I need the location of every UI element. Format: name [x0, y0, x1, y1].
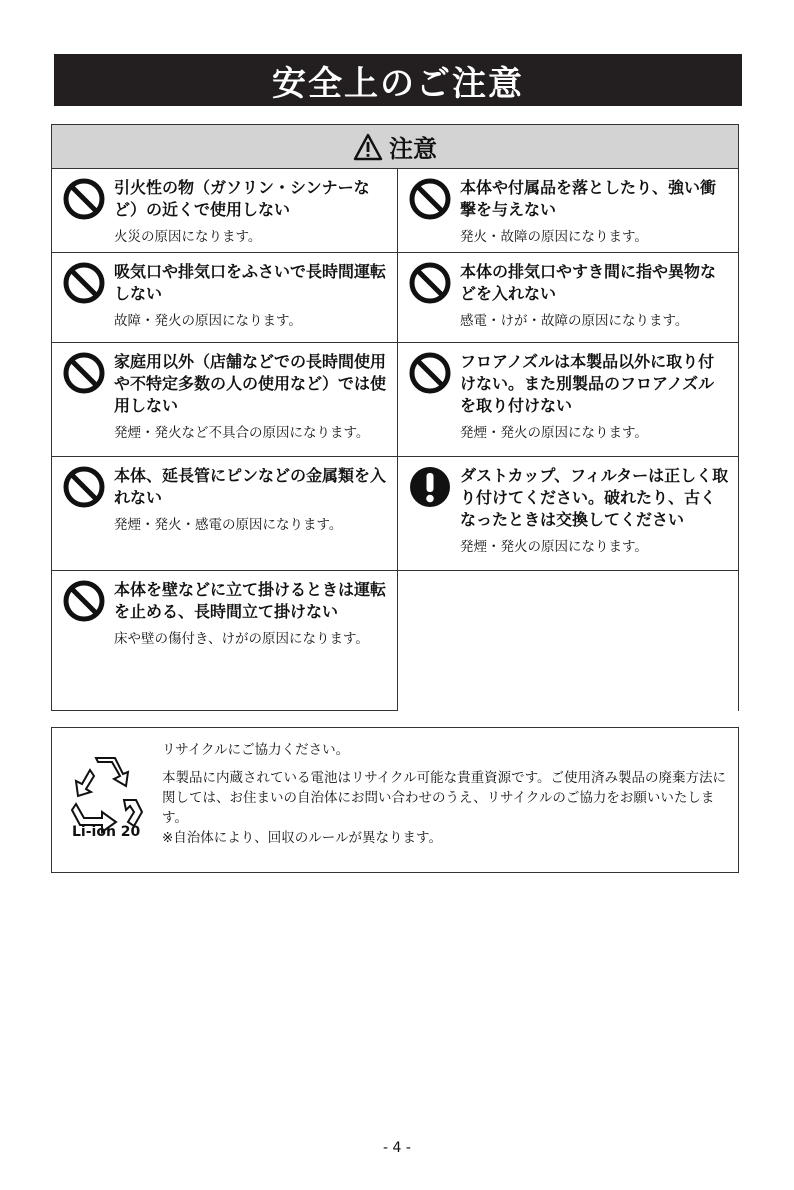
caution-item-reason: 感電・けが・故障の原因になります。: [460, 313, 689, 329]
caution-item-reason: 故障・発火の原因になります。: [114, 313, 302, 329]
prohibition-icon: [408, 351, 452, 399]
caution-header: [52, 125, 738, 169]
caution-item-heading: 本体を壁などに立て掛けるときは運転を止める、長時間立て掛けない: [114, 580, 387, 621]
prohibition-icon: [408, 261, 452, 309]
caution-grid: [52, 169, 738, 711]
recycle-box: [51, 727, 739, 873]
prohibition-icon: [62, 261, 106, 309]
caution-item-heading: 吸気口や排気口をふさいで長時間運転しない: [114, 262, 387, 303]
caution-item-heading: 本体、延長管にピンなどの金属類を入れない: [114, 466, 387, 507]
prohibition-icon: [408, 177, 452, 225]
caution-item: [398, 457, 738, 571]
caution-item-reason: 床や壁の傷付き、けがの原因になります。: [114, 631, 369, 647]
page-number: - 4 -: [383, 1140, 411, 1156]
caution-item-heading: 家庭用以外（店舗などでの長時間使用や不特定多数の人の使用など）では使用しない: [114, 352, 387, 415]
caution-item-reason: 発煙・発火など不具合の原因になります。: [114, 425, 370, 441]
caution-item-reason: 発煙・発火の原因になります。: [460, 425, 648, 441]
caution-item-reason: 発煙・発火の原因になります。: [460, 539, 648, 555]
caution-item-heading: 本体や付属品を落としたり、強い衝撃を与えない: [460, 178, 717, 219]
caution-item-reason: 発煙・発火・感電の原因になります。: [114, 517, 343, 533]
mandatory-action-icon: [408, 465, 452, 513]
recycle-note: ※自治体により、回収のルールが異なります。: [162, 830, 442, 846]
caution-item: [52, 343, 398, 457]
caution-item-heading: 引火性の物（ガソリン・シンナーなど）の近くで使用しない: [114, 178, 370, 219]
caution-item: [52, 253, 398, 343]
prohibition-icon: [62, 177, 106, 225]
caution-item: [398, 343, 738, 457]
page-title: 安全上のご注意: [54, 54, 742, 106]
battery-type-label: Li-ion 20: [72, 824, 141, 840]
prohibition-icon: [62, 579, 106, 627]
caution-item: [52, 457, 398, 571]
empty-cell: [398, 571, 738, 711]
caution-item-reason: 火災の原因になります。: [114, 229, 262, 245]
prohibition-icon: [62, 351, 106, 399]
caution-item-reason: 発火・故障の原因になります。: [460, 229, 648, 245]
caution-item-heading: 本体の排気口やすき間に指や異物などを入れない: [460, 262, 717, 303]
caution-item-heading: フロアノズルは本製品以外に取り付けない。また別製品のフロアノズルを取り付けない: [460, 352, 715, 415]
caution-item-heading: ダストカップ、フィルターは正しく取り付けてください。破れたり、古くなったときは交換してください: [460, 466, 729, 529]
prohibition-icon: [62, 465, 106, 513]
caution-item: [398, 253, 738, 343]
recycle-body: 本製品に内蔵されている電池はリサイクル可能な貴重資源です。ご使用済み製品の廃棄方法に関しては、お住まいの自治体にお問い合わせのうえ、リサイクルのご協力をお願いいたします。: [162, 770, 727, 826]
caution-item: [398, 169, 738, 253]
caution-table: [51, 124, 739, 711]
caution-label: 注意: [389, 135, 437, 163]
caution-item: [52, 169, 398, 253]
recycle-heading: リサイクルにご協力ください。: [162, 742, 350, 758]
warning-triangle-icon: [353, 133, 383, 161]
caution-item: [52, 571, 398, 711]
recycle-text: [162, 740, 732, 848]
